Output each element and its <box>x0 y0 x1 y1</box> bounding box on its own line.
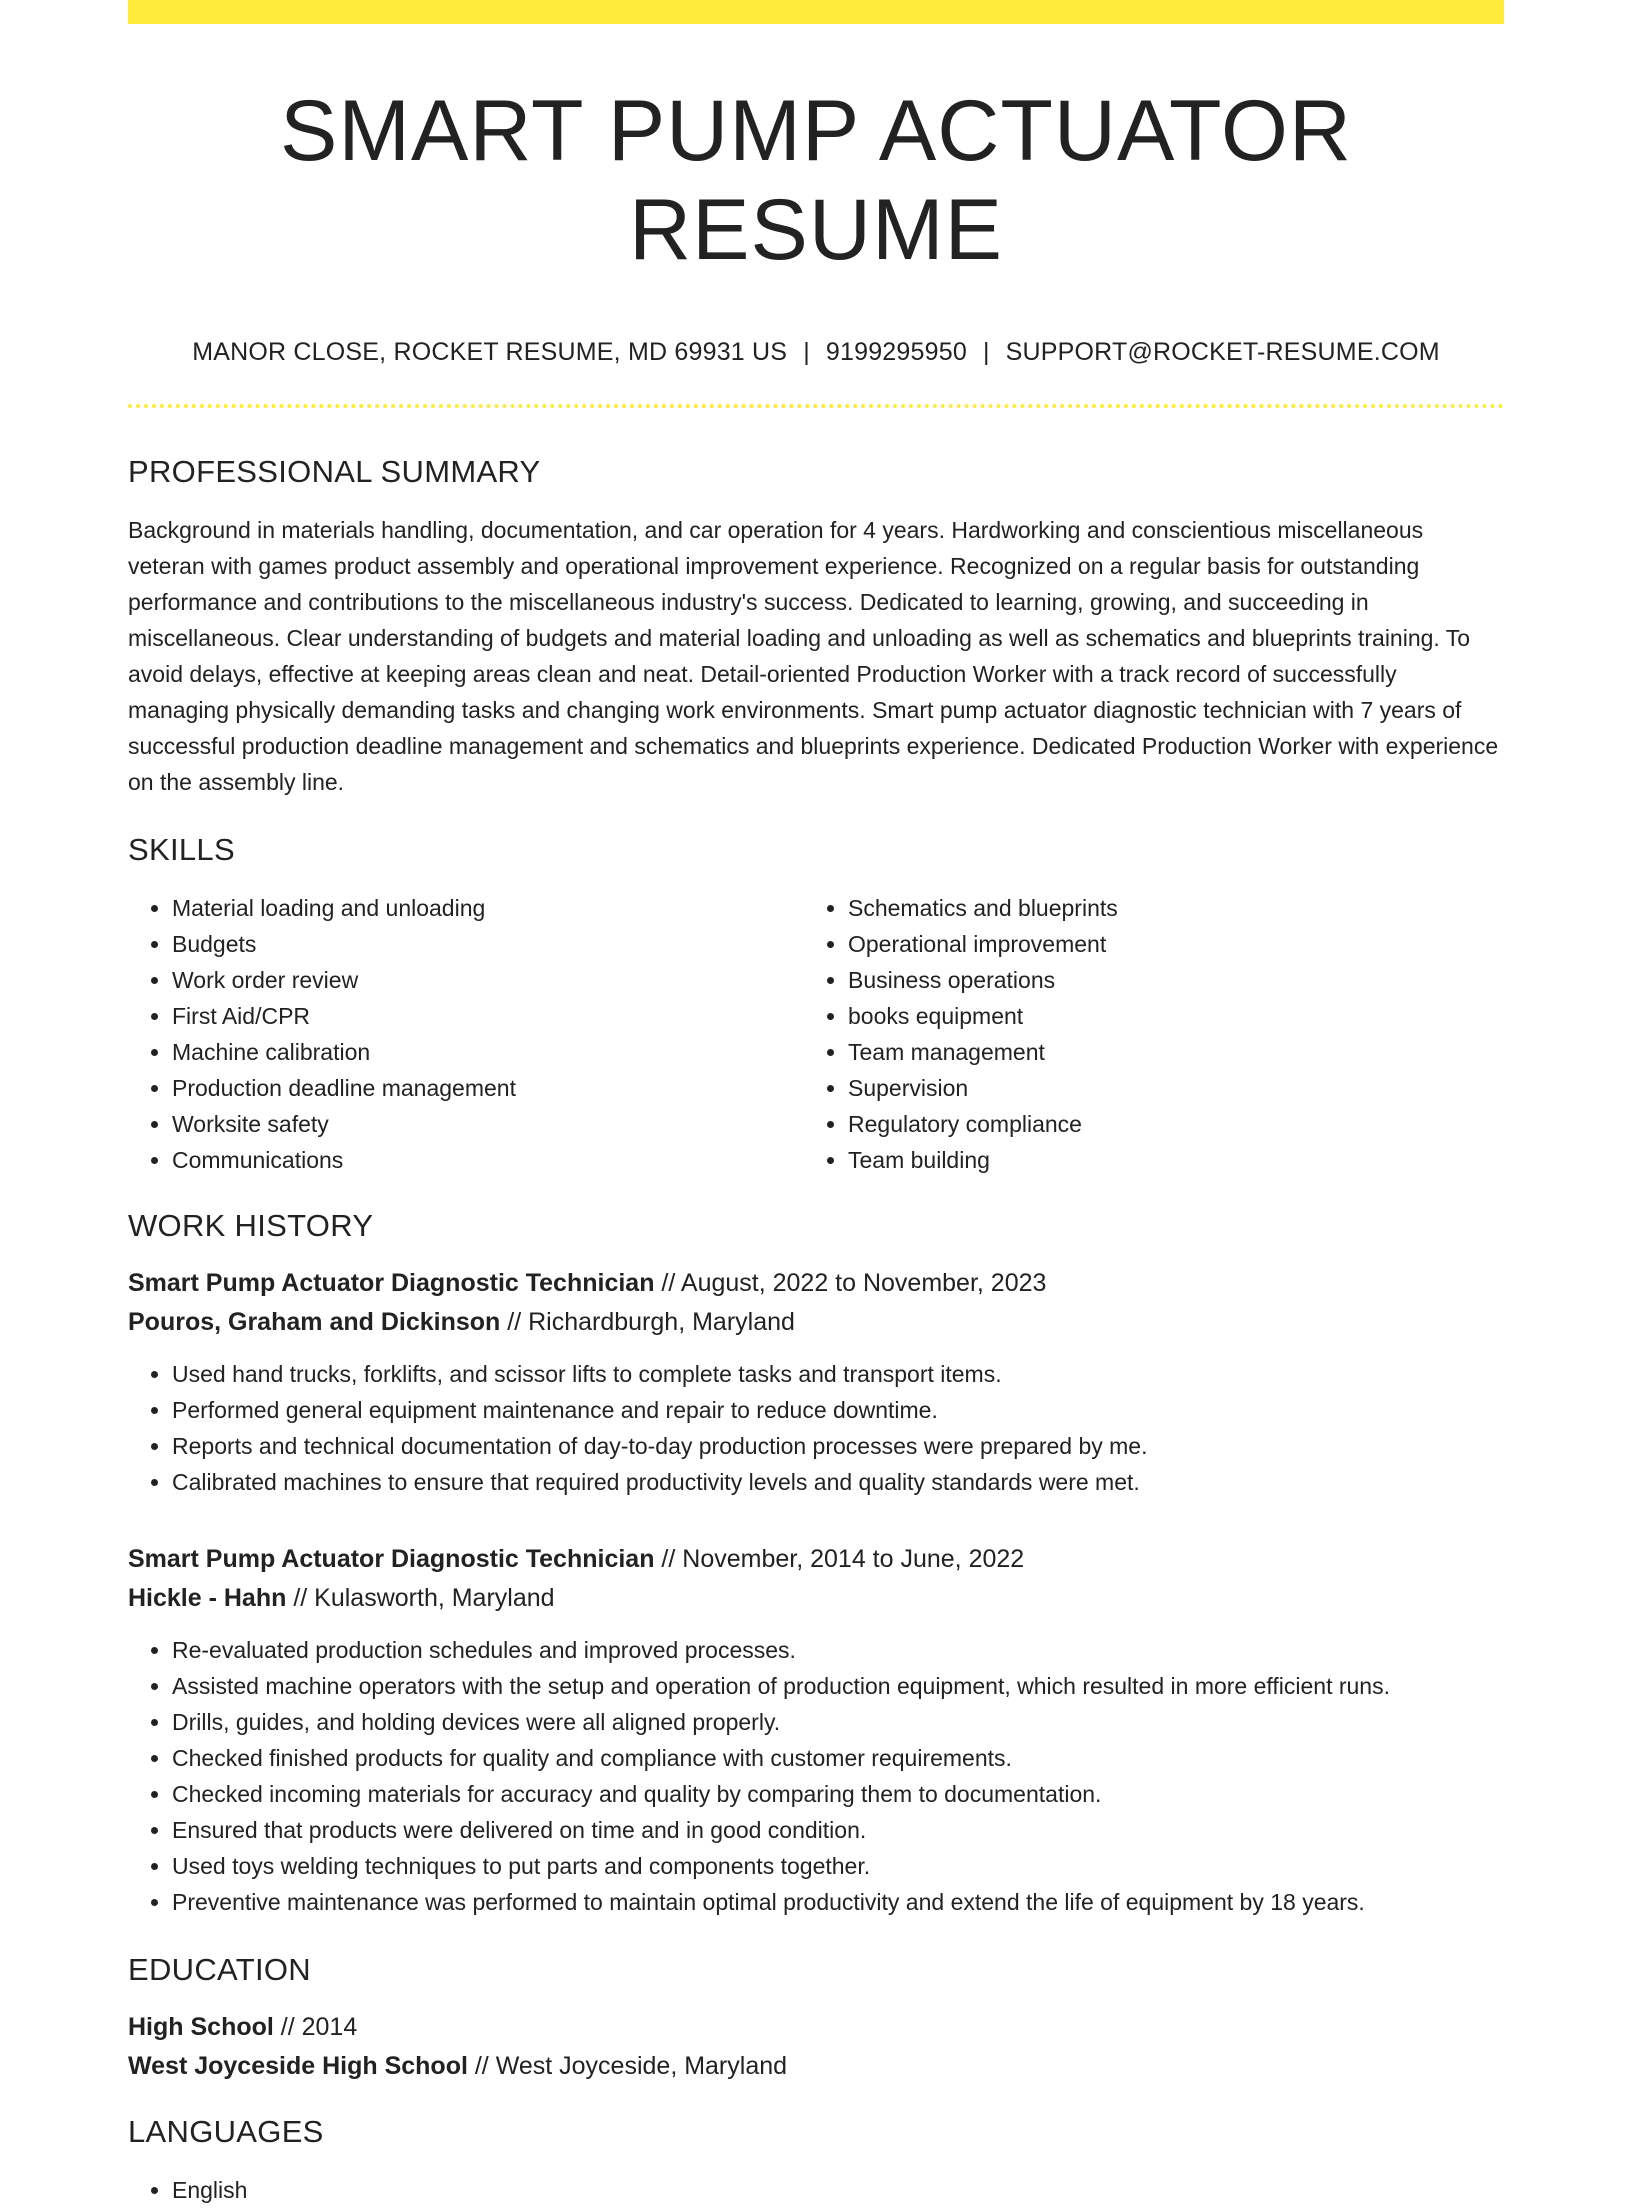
education-degree: High School <box>128 2012 274 2041</box>
skill-item: • Team management <box>848 1034 1480 1070</box>
job-dates: November, 2014 to June, 2022 <box>682 1544 1025 1573</box>
job-company-line <box>128 1303 1504 1342</box>
education-school-line <box>128 2047 1504 2086</box>
education-year: 2014 <box>301 2012 358 2041</box>
skill-item: • Material loading and unloading <box>172 890 804 926</box>
skill-item: • Schematics and blueprints <box>848 890 1480 926</box>
education-separator: // <box>467 2051 496 2080</box>
job-location: Kulasworth, Maryland <box>314 1583 555 1612</box>
job-bullet: • Performed general equipment maintenance and repair to reduce downtime. <box>172 1392 1504 1428</box>
job-company: Pouros, Graham and Dickinson <box>128 1307 501 1336</box>
education-separator: // <box>273 2012 302 2041</box>
job-bullet: • Used hand trucks, forklifts, and scissor lifts to complete tasks and transport items. <box>172 1356 1504 1392</box>
job-bullet: • Preventive maintenance was performed to maintain optimal productivity and extend the life of equipment by 18 years. <box>172 1884 1504 1920</box>
job-company: Hickle - Hahn <box>128 1583 287 1612</box>
job-bullet: • Ensured that products were delivered on time and in good condition. <box>172 1812 1504 1848</box>
education-school: West Joyceside High School <box>128 2051 468 2080</box>
contact-line <box>128 336 1504 368</box>
contact-separator: | <box>982 337 990 366</box>
skill-item: • Operational improvement <box>848 926 1480 962</box>
section-title-skills: SKILLS <box>128 831 235 867</box>
job-bullet: • Checked incoming materials for accuracy and quality by comparing them to documentation. <box>172 1776 1504 1812</box>
education-entry <box>128 2008 1504 2086</box>
job-separator: // <box>654 1544 683 1573</box>
accent-top-bar <box>128 0 1504 24</box>
job-bullet: • Calibrated machines to ensure that required productivity levels and quality standards were met. <box>172 1464 1504 1500</box>
job-entry <box>128 1540 1504 1920</box>
job-bullet: • Drills, guides, and holding devices were all aligned properly. <box>172 1704 1504 1740</box>
skill-item: • Business operations <box>848 962 1480 998</box>
contact-email: SUPPORT@ROCKET-RESUME.COM <box>1005 337 1440 366</box>
education-location: West Joyceside, Maryland <box>495 2051 788 2080</box>
skill-item: • Machine calibration <box>172 1034 804 1070</box>
skill-item: • Production deadline management <box>172 1070 804 1106</box>
summary-text: Background in materials handling, documentation, and car operation for 4 years. Hardworking and conscientious miscellaneous veteran with games product assembly and operational improvement experience. Recognized on a regular basis for outstanding performance and contributions to the miscellaneous industry's success. Dedicated to learning, growing, and succeeding in miscellaneous. Clear understanding of budgets and material loading and unloading as well as schematics and blueprints training. To avoid delays, effective at keeping areas clean and neat. Detail-oriented Production Worker with a track record of successfully managing physically demanding tasks and changing work environments. Smart pump actuator diagnostic technician with 7 years of successful production deadline management and schematics and blueprints experience. Dedicated Production Worker with experience on the assembly line. <box>128 516 1499 795</box>
skill-item: • Worksite safety <box>172 1106 804 1142</box>
contact-phone: 9199295950 <box>825 337 967 366</box>
skills-columns <box>128 890 1504 1178</box>
section-title-education: EDUCATION <box>128 1951 311 1987</box>
resume-content <box>128 24 1504 2208</box>
job-entry <box>128 1264 1504 1500</box>
job-role-line <box>128 1264 1504 1303</box>
job-location: Richardburgh, Maryland <box>528 1307 795 1336</box>
contact-separator: | <box>803 337 810 366</box>
job-dates: August, 2022 to November, 2023 <box>680 1268 1047 1297</box>
skill-item: • Communications <box>172 1142 804 1178</box>
job-separator: // <box>286 1583 315 1612</box>
dotted-divider <box>128 404 1504 408</box>
job-bullet: • Used toys welding techniques to put parts and components together. <box>172 1848 1504 1884</box>
language-item: • English <box>172 2172 1504 2208</box>
skill-item: • Regulatory compliance <box>848 1106 1480 1142</box>
section-title-work-history: WORK HISTORY <box>128 1207 374 1243</box>
section-title-summary: PROFESSIONAL SUMMARY <box>128 453 541 489</box>
section-title-languages: LANGUAGES <box>128 2113 324 2149</box>
resume-title: SMART PUMP ACTUATOR RESUME <box>280 83 1352 278</box>
skill-item: • Budgets <box>172 926 804 962</box>
education-degree-line <box>128 2008 1504 2047</box>
job-bullet: • Assisted machine operators with the setup and operation of production equipment, which resulted in more efficient runs. <box>172 1668 1504 1704</box>
job-bullets <box>128 1632 1504 1920</box>
job-separator: // <box>500 1307 529 1336</box>
job-bullet: • Re-evaluated production schedules and improved processes. <box>172 1632 1504 1668</box>
skill-item: • books equipment <box>848 998 1480 1034</box>
job-role: Smart Pump Actuator Diagnostic Technician <box>128 1544 655 1573</box>
skill-item: • Work order review <box>172 962 804 998</box>
skill-item: • Team building <box>848 1142 1480 1178</box>
job-separator: // <box>654 1268 681 1297</box>
skills-list-right <box>804 890 1480 1178</box>
skills-list-left <box>128 890 804 1178</box>
job-role-line <box>128 1540 1504 1579</box>
languages-section <box>128 2172 1504 2208</box>
job-bullet: • Reports and technical documentation of day-to-day production processes were prepared by me. <box>172 1428 1504 1464</box>
contact-address: MANOR CLOSE, ROCKET RESUME, MD 69931 US <box>192 337 788 366</box>
job-bullet: • Checked finished products for quality and compliance with customer requirements. <box>172 1740 1504 1776</box>
job-company-line <box>128 1579 1504 1618</box>
job-role: Smart Pump Actuator Diagnostic Technician <box>128 1268 655 1297</box>
skill-item: • First Aid/CPR <box>172 998 804 1034</box>
skill-item: • Supervision <box>848 1070 1480 1106</box>
languages-list <box>128 2172 1504 2208</box>
job-bullets <box>128 1356 1504 1500</box>
